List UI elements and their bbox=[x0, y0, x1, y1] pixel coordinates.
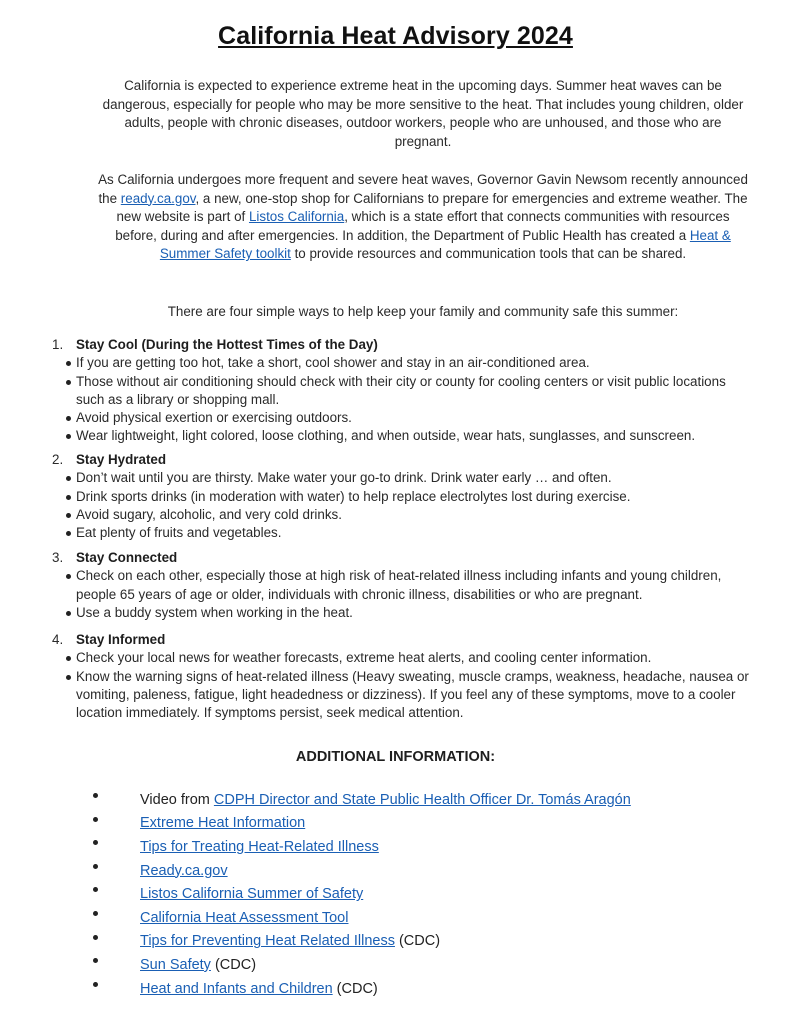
tips-treating-heat-illness-link[interactable]: Tips for Treating Heat-Related Illness bbox=[140, 838, 379, 855]
sun-safety-link[interactable]: Sun Safety bbox=[140, 956, 211, 973]
list-item: Avoid physical exertion or exercising outdoors. bbox=[62, 409, 752, 427]
section-stay-hydrated bbox=[52, 451, 752, 542]
section-title: Stay Informed bbox=[76, 632, 166, 647]
list-item: Check your local news for weather forecasts, extreme heat alerts, and cooling center information. bbox=[62, 649, 752, 667]
bullet-icon bbox=[88, 857, 140, 875]
listos-summer-safety-link[interactable]: Listos California Summer of Safety bbox=[140, 886, 364, 903]
intro-paragraph-2 bbox=[98, 171, 748, 264]
bullet-icon bbox=[88, 786, 140, 804]
bullet-list bbox=[52, 649, 752, 722]
section-title: Stay Connected bbox=[76, 550, 178, 565]
bullet-list bbox=[52, 354, 752, 445]
bullet-list bbox=[52, 469, 752, 542]
resource-links-list bbox=[88, 786, 728, 998]
section-stay-connected bbox=[52, 549, 752, 622]
bullet-icon bbox=[88, 975, 140, 993]
ready-ca-gov-resource-link[interactable]: Ready.ca.gov bbox=[140, 862, 228, 879]
intro-text: to provide resources and communication tools that can be shared. bbox=[290, 246, 687, 262]
list-item: Drink sports drinks (in moderation with water) to help replace electrolytes lost during exercise. bbox=[62, 488, 752, 506]
list-item: Avoid sugary, alcoholic, and very cold drinks. bbox=[62, 506, 752, 524]
bullet-icon bbox=[88, 951, 140, 969]
resource-item bbox=[88, 928, 728, 952]
resource-item bbox=[88, 880, 728, 904]
section-number: 4. bbox=[52, 632, 64, 647]
section-stay-cool bbox=[52, 336, 752, 446]
section-number: 1. bbox=[52, 337, 64, 352]
intro-paragraph-1: California is expected to experience extreme heat in the upcoming days. Summer heat waves can be dangerous, especially for people who may be more sensitive to the heat. That includes young children, older adults, people with chronic diseases, outdoor workers, people who are unhoused, and those who are pregnant. bbox=[102, 78, 744, 149]
section-number: 3. bbox=[52, 550, 64, 565]
list-item: Don’t wait until you are thirsty. Make water your go-to drink. Drink water early … and often. bbox=[62, 469, 752, 487]
resource-item bbox=[88, 786, 728, 810]
cdph-director-video-link[interactable]: CDPH Director and State Public Health Officer Dr. Tomás Aragón bbox=[213, 791, 631, 808]
bullet-icon bbox=[88, 810, 140, 828]
bullet-icon bbox=[88, 928, 140, 946]
section-number: 2. bbox=[52, 452, 64, 467]
list-item: Eat plenty of fruits and vegetables. bbox=[62, 524, 752, 542]
resource-suffix: (CDC) bbox=[394, 933, 441, 950]
ready-ca-gov-link[interactable]: ready.ca.gov bbox=[120, 190, 196, 206]
bullet-icon bbox=[88, 880, 140, 898]
listos-california-link[interactable]: Listos California bbox=[248, 209, 345, 225]
tips-preventing-heat-illness-link[interactable]: Tips for Preventing Heat Related Illness bbox=[140, 933, 395, 950]
list-item: Check on each other, especially those at high risk of heat-related illness including infants and young children, people 65 years of age or older, individuals with chronic illness, disabilities or who are pregnant. bbox=[62, 567, 752, 604]
section-stay-informed bbox=[52, 631, 752, 722]
section-heading bbox=[52, 451, 752, 469]
bullet-list bbox=[52, 567, 752, 622]
resource-item bbox=[88, 833, 728, 857]
section-heading bbox=[52, 549, 752, 567]
resource-suffix: (CDC) bbox=[210, 956, 257, 973]
intro-text: , which is a state effort that connects communities with resources before, during and after emergencies. In addition, the Department of Public Health has created a bbox=[115, 209, 730, 243]
resource-item bbox=[88, 857, 728, 881]
heat-assessment-tool-link[interactable]: California Heat Assessment Tool bbox=[140, 909, 349, 926]
intro-paragraph-3: There are four simple ways to help keep your family and community safe this summer: bbox=[167, 304, 679, 319]
list-item: Those without air conditioning should check with their city or county for cooling centers or visit public locations such as a library or shopping mall. bbox=[62, 373, 752, 410]
list-item: Use a buddy system when working in the heat. bbox=[62, 604, 752, 622]
section-title: Stay Cool (During the Hottest Times of the Day) bbox=[76, 337, 378, 352]
page-title: California Heat Advisory 2024 bbox=[218, 22, 573, 50]
list-item: Wear lightweight, light colored, loose clothing, and when outside, wear hats, sunglasses, and sunscreen. bbox=[62, 427, 752, 445]
additional-information-heading: ADDITIONAL INFORMATION: bbox=[295, 749, 496, 765]
heat-infants-children-link[interactable]: Heat and Infants and Children bbox=[140, 980, 333, 997]
resource-prefix: Video from bbox=[140, 791, 214, 808]
heat-summer-safety-toolkit-link[interactable]: Heat & Summer Safety toolkit bbox=[159, 227, 731, 262]
bullet-icon bbox=[88, 833, 140, 851]
list-item: Know the warning signs of heat-related illness (Heavy sweating, muscle cramps, weakness, headache, nausea or vomiting, paleness, fatigue, light headedness or dizziness). If you feel any of these symptoms, move to a cooler location immediately. If symptoms persist, seek medical attention. bbox=[62, 668, 752, 723]
section-heading bbox=[52, 631, 752, 649]
resource-item bbox=[88, 951, 728, 975]
intro-text: , a new, one-stop shop for Californians to prepare for emergencies and extreme weather. The new website is part of bbox=[116, 190, 748, 225]
section-title: Stay Hydrated bbox=[76, 452, 167, 467]
extreme-heat-information-link[interactable]: Extreme Heat Information bbox=[140, 815, 306, 832]
bullet-icon bbox=[88, 904, 140, 922]
resource-item bbox=[88, 904, 728, 928]
resource-item bbox=[88, 810, 728, 834]
section-heading bbox=[52, 336, 752, 354]
list-item: If you are getting too hot, take a short, cool shower and stay in an air-conditioned area. bbox=[62, 354, 752, 372]
intro-text: As California undergoes more frequent and severe heat waves, Governor Gavin Newsom recently announced the bbox=[98, 172, 748, 206]
resource-item bbox=[88, 975, 728, 999]
resource-suffix: (CDC) bbox=[332, 980, 378, 997]
